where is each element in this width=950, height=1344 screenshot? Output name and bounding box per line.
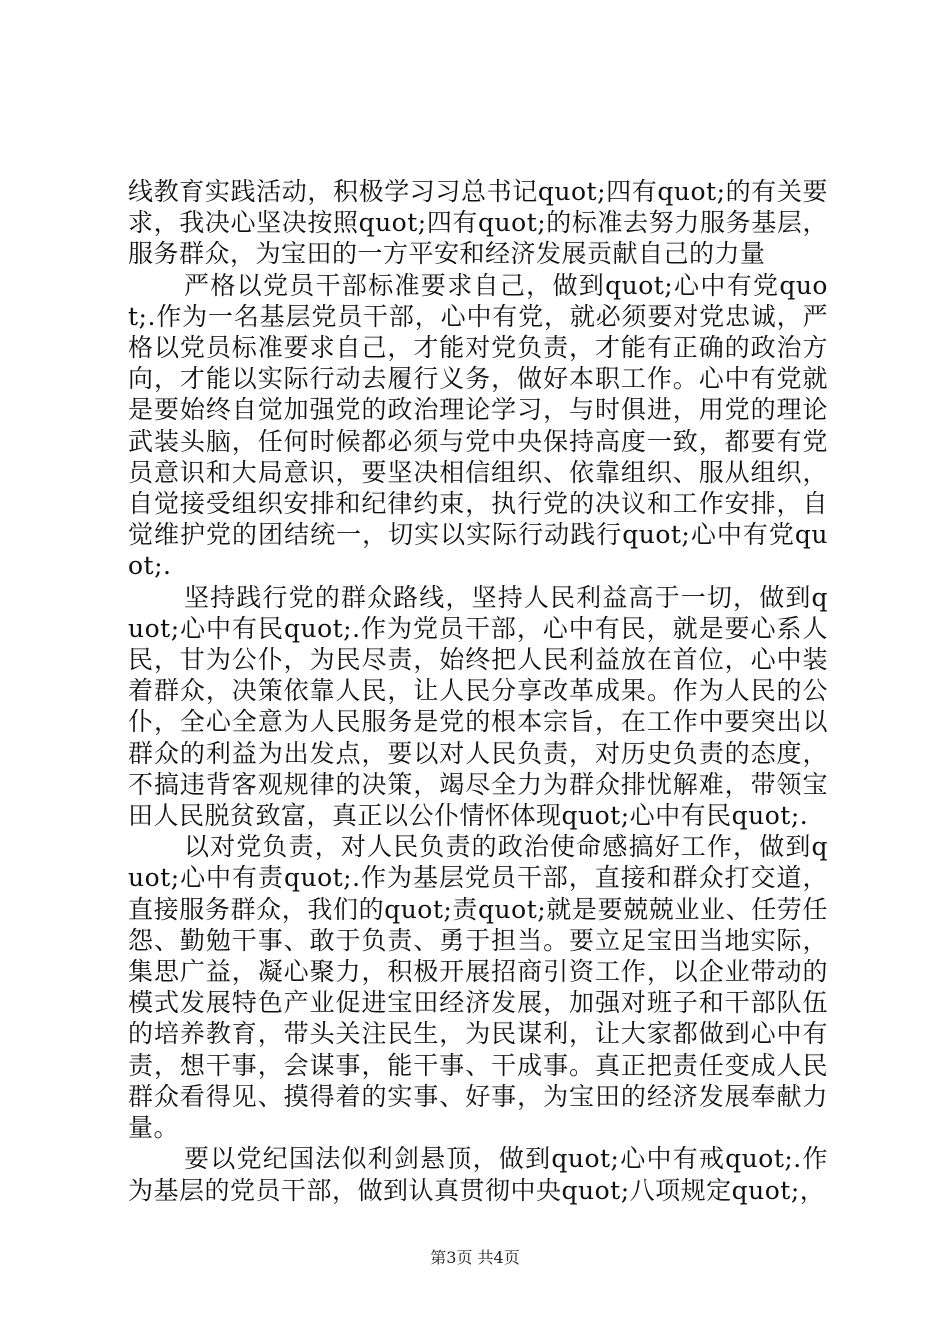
document-body <box>128 176 828 1206</box>
paragraph-heart-has-party: 严格以党员干部标准要求自己，做到quot;心中有党quot;.作为一名基层党员干部，心中有党，就必须要对党忠诚，严格以党员标准要求自己，才能对党负责，才能有正确的政治方向，才能以实际行动去履行义务，做好本职工作。心中有党就是要始终自觉加强党的政治理论学习，与时俱进，用党的理论武装头脑，任何时候都必须与党中央保持高度一致，都要有党员意识和大局意识，要坚决相信组织、依靠组织、服从组织，自觉接受组织安排和纪律约束，执行党的决议和工作安排，自觉维护党的团结统一，切实以实际行动践行quot;心中有党quot;. <box>128 270 828 581</box>
paragraph-heart-has-people: 坚持践行党的群众路线，坚持人民利益高于一切，做到quot;心中有民quot;.作为党员干部，心中有民，就是要心系人民，甘为公仆，为民尽责，始终把人民利益放在首位，心中装着群众，决策依靠人民，让人民分享改革成果。作为人民的公仆，全心全意为人民服务是党的根本宗旨，在工作中要突出以群众的利益为出发点，要以对人民负责，对历史负责的态度，不搞违背客观规律的决策，竭尽全力为群众排忧解难，带领宝田人民脱贫致富，真正以公仆情怀体现quot;心中有民quot;. <box>128 582 828 831</box>
paragraph-heart-has-discipline: 要以党纪国法似利剑悬顶，做到quot;心中有戒quot;.作为基层的党员干部，做到认真贯彻中央quot;八项规定quot;， <box>128 1144 828 1205</box>
paragraph-heart-has-responsibility: 以对党负责，对人民负责的政治使命感搞好工作，做到quot;心中有责quot;.作为基层党员干部，直接和群众打交道，直接服务群众，我们的quot;责quot;就是要兢兢业业、任劳任怨、勤勉干事、敢于负责、勇于担当。要立足宝田当地实际，集思广益，凝心聚力，积极开展招商引资工作，以企业带动的模式发展特色产业促进宝田经济发展，加强对班子和干部队伍的培养教育，带头关注民生，为民谋利，让大家都做到心中有责，想干事，会谋事，能干事、干成事。真正把责任变成人民群众看得见、摸得着的实事、好事，为宝田的经济发展奉献力量。 <box>128 832 828 1143</box>
paragraph-continuation: 线教育实践活动，积极学习习总书记quot;四有quot;的有关要求，我决心坚决按照quot;四有quot;的标准去努力服务基层，服务群众，为宝田的一方平安和经济发展贡献自己的力量 <box>128 177 828 269</box>
page-number-footer: 第3页 共4页 <box>430 1248 520 1267</box>
